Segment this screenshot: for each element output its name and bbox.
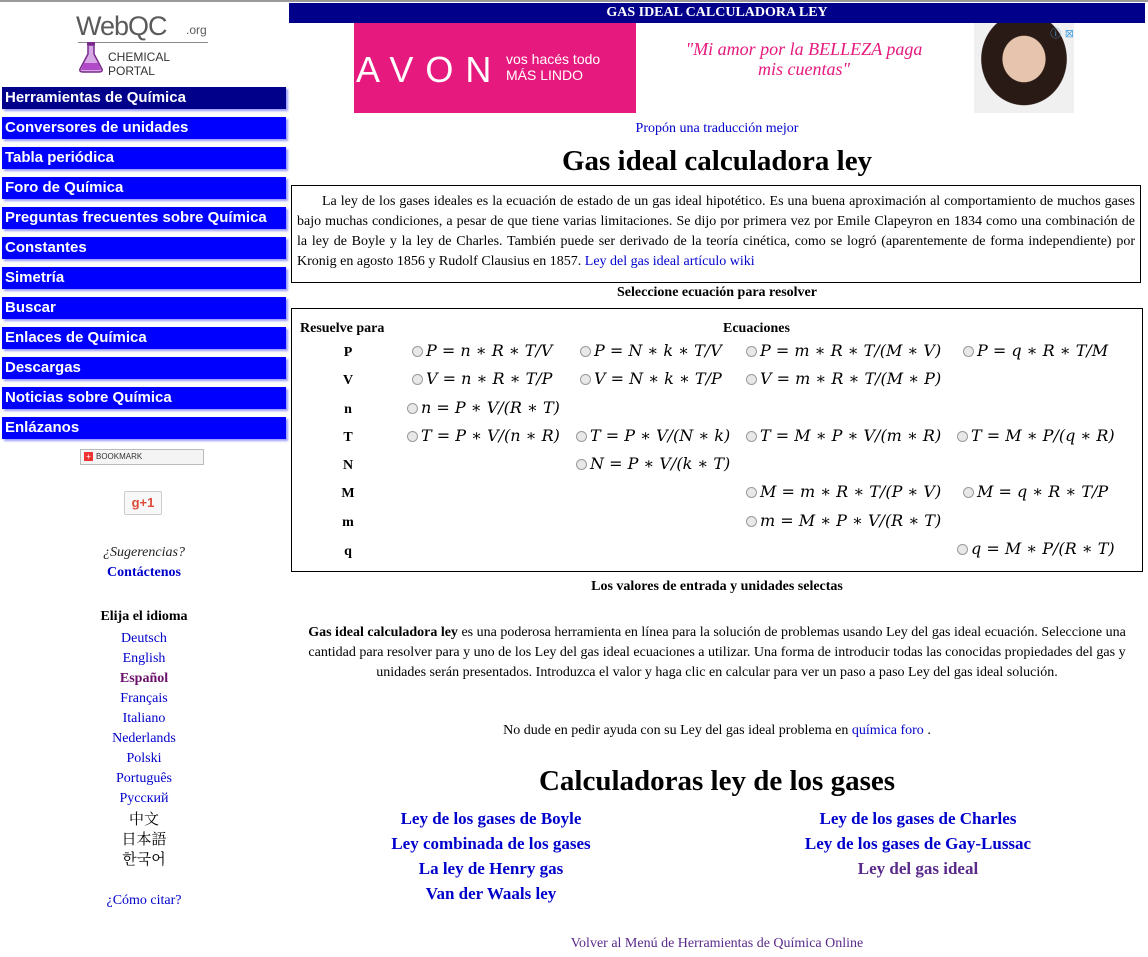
solve-for-header: Resuelve para [300,321,385,336]
equation-option[interactable]: V = m ∗ R ∗ T/(M ∗ P) [746,369,941,388]
radio-button[interactable] [576,431,587,442]
radio-button[interactable] [746,346,757,357]
radio-button[interactable] [412,346,423,357]
nav-item-descargas[interactable]: Descargas [2,357,286,379]
row-label-p: P [343,345,353,360]
gas-law-link[interactable]: Ley de los gases de Gay-Lussac [804,834,1032,853]
language-link[interactable]: Русский [119,791,169,806]
page-title-bar: GAS IDEAL CALCULADORA LEY [289,3,1145,23]
ad-slogan: "Mi amor por la BELLEZA paga mis cuentas" [685,39,923,79]
translate-link[interactable]: Propón una traducción mejor [635,121,799,136]
radio-button[interactable] [957,544,968,555]
radio-button[interactable] [746,487,757,498]
ad-brand: AVON [356,49,504,90]
input-values-title: Los valores de entrada y unidades selectas [591,579,843,594]
radio-button[interactable] [963,346,974,357]
suggestions-text: ¿Sugerencias? [103,545,185,560]
language-link[interactable]: Deutsch [121,631,167,646]
google-plus-button[interactable]: g+1 [124,491,162,515]
page-heading: Gas ideal calculadora ley [561,145,873,177]
radio-button[interactable] [407,403,418,414]
row-label-m-molar: M [341,486,355,501]
nav-item-constantes[interactable]: Constantes [2,237,286,259]
row-label-v: V [342,373,354,388]
ad-tagline: vos hacés todo MÁS LINDO [506,51,601,83]
gas-links-left [361,806,621,906]
nav-item-tabla-periodica[interactable]: Tabla periódica [2,147,286,169]
equation-option[interactable]: P = q ∗ R ∗ T/M [963,341,1108,360]
equations-header: Ecuaciones [723,321,790,336]
nav-item-foro[interactable]: Foro de Química [2,177,286,199]
radio-button[interactable] [746,431,757,442]
nav-item-herramientas[interactable]: Herramientas de Química [2,87,286,109]
gas-laws-heading: Calculadoras ley de los gases [538,765,896,797]
radio-button[interactable] [746,374,757,385]
logo-brand: WebQC [76,11,167,41]
ad-close-icon[interactable]: ⓘ ⊠ [1050,27,1074,40]
gas-law-link[interactable]: Ley del gas ideal [857,859,979,878]
nav-item-enlazanos[interactable]: Enlázanos [2,417,286,439]
row-label-t: T [343,430,353,445]
nav-item-noticias[interactable]: Noticias sobre Química [2,387,286,409]
language-current: Español [119,671,169,686]
description-text: es una poderosa herramienta en línea para la solución de problemas usando Ley del gas ideal ecuación. Seleccione una cantidad para resolver para y uno de los Ley del gas ideal ecuaciones a utilizar. Una forma de introducir todas las conocidas propiedades del gas y unidades serán presentados. Introduzca el valor y haga clic en calcular para ver un paso a paso Ley del gas ideal solución. [308,625,1126,680]
radio-button[interactable] [407,431,418,442]
equation-option[interactable]: V = N ∗ k ∗ T/P [580,369,722,388]
bookmark-label: BOOKMARK [96,452,143,461]
logo-tld: .org [186,23,207,37]
equation-table [291,308,1143,572]
radio-button[interactable] [746,516,757,527]
gas-law-link[interactable]: Ley combinada de los gases [391,834,591,853]
radio-button[interactable] [963,487,974,498]
language-link[interactable]: Italiano [122,711,166,726]
logo-subtitle: CHEMICAL PORTAL [108,50,170,78]
equation-option[interactable]: T = P ∗ V/(n ∗ R) [407,426,560,445]
language-title: Elija el idioma [100,609,188,624]
flask-icon [78,41,104,73]
help-line: No dude en pedir ayuda con su Ley del gas ideal problema en química foro . [503,723,931,738]
advertisement-banner[interactable] [354,23,1082,113]
equation-option[interactable]: N = P ∗ V/(k ∗ T) [576,454,730,473]
language-link[interactable]: English [122,651,166,666]
gas-law-link[interactable]: Van der Waals ley [425,884,557,903]
language-link[interactable]: 日本語 [121,830,167,848]
nav-item-conversores[interactable]: Conversores de unidades [2,117,286,139]
description-paragraph [307,623,1127,683]
equation-option[interactable]: T = M ∗ P ∗ V/(m ∗ R) [746,426,941,445]
radio-button[interactable] [576,459,587,470]
equation-option[interactable]: m = M ∗ P ∗ V/(R ∗ T) [746,511,941,530]
row-label-m-mass: m [342,515,354,530]
equation-option[interactable]: n = P ∗ V/(R ∗ T) [407,398,560,417]
sidebar-nav [2,87,286,447]
equation-option[interactable]: T = P ∗ V/(N ∗ k) [576,426,730,445]
row-label-q: q [344,544,352,559]
equation-option[interactable]: P = N ∗ k ∗ T/V [580,341,722,360]
equation-option[interactable]: M = m ∗ R ∗ T/(P ∗ V) [746,482,941,501]
gas-law-link[interactable]: La ley de Henry gas [418,859,564,878]
radio-button[interactable] [412,374,423,385]
radio-button[interactable] [580,346,591,357]
forum-link[interactable]: química foro [851,723,924,738]
language-link[interactable]: 한국어 [122,850,166,868]
radio-button[interactable] [957,431,968,442]
equation-option[interactable]: T = M ∗ P/(q ∗ R) [957,426,1115,445]
language-list [0,629,288,869]
language-link[interactable]: 中文 [128,810,159,828]
nav-item-simetria[interactable]: Simetría [2,267,286,289]
site-logo[interactable] [76,11,216,78]
equation-option[interactable]: P = m ∗ R ∗ T/(M ∗ V) [746,341,941,360]
language-link[interactable]: Polski [126,751,162,766]
nav-item-preguntas[interactable]: Preguntas frecuentes sobre Química [2,207,286,229]
equation-option[interactable]: P = n ∗ R ∗ T/V [412,341,552,360]
language-link[interactable]: Nederlands [112,731,176,746]
equation-option[interactable]: M = q ∗ R ∗ T/P [963,482,1108,501]
intro-text: La ley de los gases ideales es la ecuación de estado de un gas ideal hipotético. Es una buena aproximación al comportamiento de muchos gases bajo muchas condiciones, a pesar de que tiene varias limitaciones. Se dijo por primera vez por Emile Clapeyron en 1834 como una combinación de la ley de Boyle y la ley de Charles. También puede ser derivado de la teoría cinética, como se logró (aparentemente de forma independiente) por Kronig en agosto 1856 y Rudolf Clausius en 1857. [297,194,1135,269]
gas-law-link[interactable]: Ley de los gases de Boyle [400,809,582,828]
ad-brand-panel [354,23,636,113]
contact-link[interactable]: Contáctenos [107,565,181,580]
radio-button[interactable] [580,374,591,385]
plus-icon: + [84,452,93,461]
intro-box [291,185,1141,283]
gas-links-right [783,806,1053,881]
nav-item-buscar[interactable]: Buscar [2,297,286,319]
equation-option[interactable]: q = M ∗ P/(R ∗ T) [957,539,1115,558]
select-equation-title: Seleccione ecuación para resolver [617,285,817,300]
back-to-tools-link[interactable]: Volver al Menú de Herramientas de Química Online [570,936,864,951]
nav-item-enlaces[interactable]: Enlaces de Química [2,327,286,349]
language-link[interactable]: Português [116,771,172,786]
bookmark-button[interactable] [80,449,204,465]
gas-law-link[interactable]: Ley de los gases de Charles [819,809,1017,828]
wiki-link[interactable]: Ley del gas ideal artículo wiki [584,254,755,269]
equation-option[interactable]: V = n ∗ R ∗ T/P [412,369,552,388]
cite-link[interactable]: ¿Cómo citar? [106,893,182,908]
row-label-n: n [344,402,352,417]
language-link[interactable]: Français [120,691,168,706]
description-bold: Gas ideal calculadora ley [308,625,458,640]
top-border [0,0,1148,2]
row-label-n-particles: N [342,458,354,473]
